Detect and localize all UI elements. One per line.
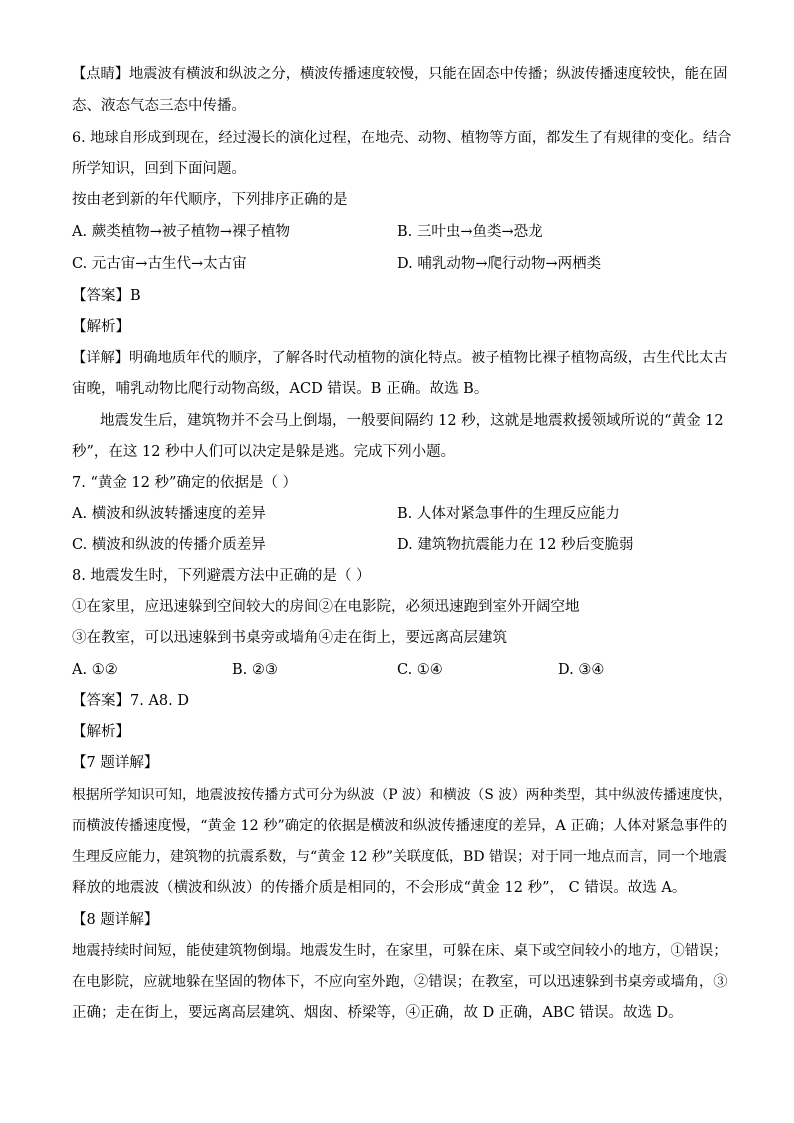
- q6-option-d: D. 哺乳动物→爬行动物→两栖类: [397, 256, 602, 272]
- q8-option-c: C. ①④: [397, 662, 443, 678]
- q78-answer: 【答案】7. A8. D: [72, 693, 189, 709]
- q7-detail-3: 生理反应能力，建筑物的抗震系数，与“黄金 12 秒”关联度低，BD 错误；对于同一地点而言，同一个地震: [72, 849, 727, 865]
- question-6-stem-2: 所学知识，回到下面问题。: [72, 161, 246, 177]
- q78-analysis-heading: 【解析】: [72, 724, 130, 740]
- question-6-stem-1: 6. 地球自形成到现在，经过漫长的演化过程，在地壳、动物、植物等方面，都发生了有规律的变化。结合: [72, 130, 732, 146]
- passage-line-2: 秒”，在这 12 秒中人们可以决定是躲是逃。完成下列小题。: [72, 444, 456, 460]
- question-6-prompt: 按由老到新的年代顺序，下列排序正确的是: [72, 192, 348, 208]
- q6-detail-2: 宙晚，哺乳动物比爬行动物高级，ACD 错误。B 正确。故选 B。: [72, 381, 489, 397]
- tip-line-2: 态、液态气态三态中传播。: [72, 98, 246, 114]
- passage-line-1: 地震发生后，建筑物并不会马上倒塌，一般要间隔约 12 秒，这就是地震救援领域所说的“黄金 12: [100, 413, 724, 429]
- q7-option-b: B. 人体对紧急事件的生理反应能力: [397, 506, 620, 522]
- q8-detail-heading: 【8 题详解】: [72, 912, 159, 928]
- q8-detail-3: 正确；走在街上，要远离高层建筑、烟囱、桥梁等，④正确，故 D 正确，ABC 错误。故选 D。: [72, 1005, 683, 1021]
- q7-detail-heading: 【7 题详解】: [72, 755, 159, 771]
- q6-option-b: B. 三叶虫→鱼类→恐龙: [397, 224, 543, 240]
- question-7-stem: 7. “黄金 12 秒”确定的依据是（ ）: [72, 475, 298, 491]
- q6-answer: 【答案】B: [72, 288, 141, 304]
- q6-option-c: C. 元古宙→古生代→太古宙: [72, 256, 247, 272]
- q7-option-c: C. 横波和纵波的传播介质差异: [72, 537, 266, 553]
- q8-detail-2: 在电影院，应就地躲在坚固的物体下，不应向室外跑，②错误；在教室，可以迅速躲到书桌旁或墙角，③: [72, 974, 728, 990]
- q8-statements-1: ①在家里，应迅速躲到空间较大的房间②在电影院，必须迅速跑到室外开阔空地: [72, 599, 580, 615]
- q8-option-a: A. ①②: [72, 662, 118, 678]
- q8-detail-1: 地震持续时间短，能使建筑物倒塌。地震发生时，在家里，可躲在床、桌下或空间较小的地方，①错误；: [72, 943, 728, 959]
- q7-option-d: D. 建筑物抗震能力在 12 秒后变脆弱: [397, 537, 634, 553]
- tip-line-1: 【点睛】地震波有横波和纵波之分，横波传播速度较慢，只能在固态中传播；纵波传播速度较快，能在固: [72, 66, 728, 82]
- q7-option-a: A. 横波和纵波转播速度的差异: [72, 506, 266, 522]
- q6-detail-1: 【详解】明确地质年代的顺序，了解各时代动植物的演化特点。被子植物比裸子植物高级，古生代比太古: [72, 350, 728, 366]
- question-8-stem: 8. 地震发生时，下列避震方法中正确的是（ ）: [72, 568, 371, 584]
- q7-detail-2: 而横波传播速度慢，“黄金 12 秒”确定的依据是横波和纵波传播速度的差异，A 正确；人体对紧急事件的: [72, 818, 728, 834]
- q7-detail-4: 释放的地震波（横波和纵波）的传播介质是相同的，不会形成“黄金 12 秒”， C 错误。故选 A。: [72, 880, 687, 896]
- q7-detail-1: 根据所学知识可知，地震波按传播方式可分为纵波（P 波）和横波（S 波）两种类型，其中纵波传播速度快，: [72, 787, 732, 803]
- q6-analysis-heading: 【解析】: [72, 319, 130, 335]
- q8-option-b: B. ②③: [232, 662, 278, 678]
- q8-option-d: D. ③④: [558, 662, 605, 678]
- q6-option-a: A. 蕨类植物→被子植物→裸子植物: [72, 224, 290, 240]
- q8-statements-2: ③在教室，可以迅速躲到书桌旁或墙角④走在街上，要远离高层建筑: [72, 630, 507, 646]
